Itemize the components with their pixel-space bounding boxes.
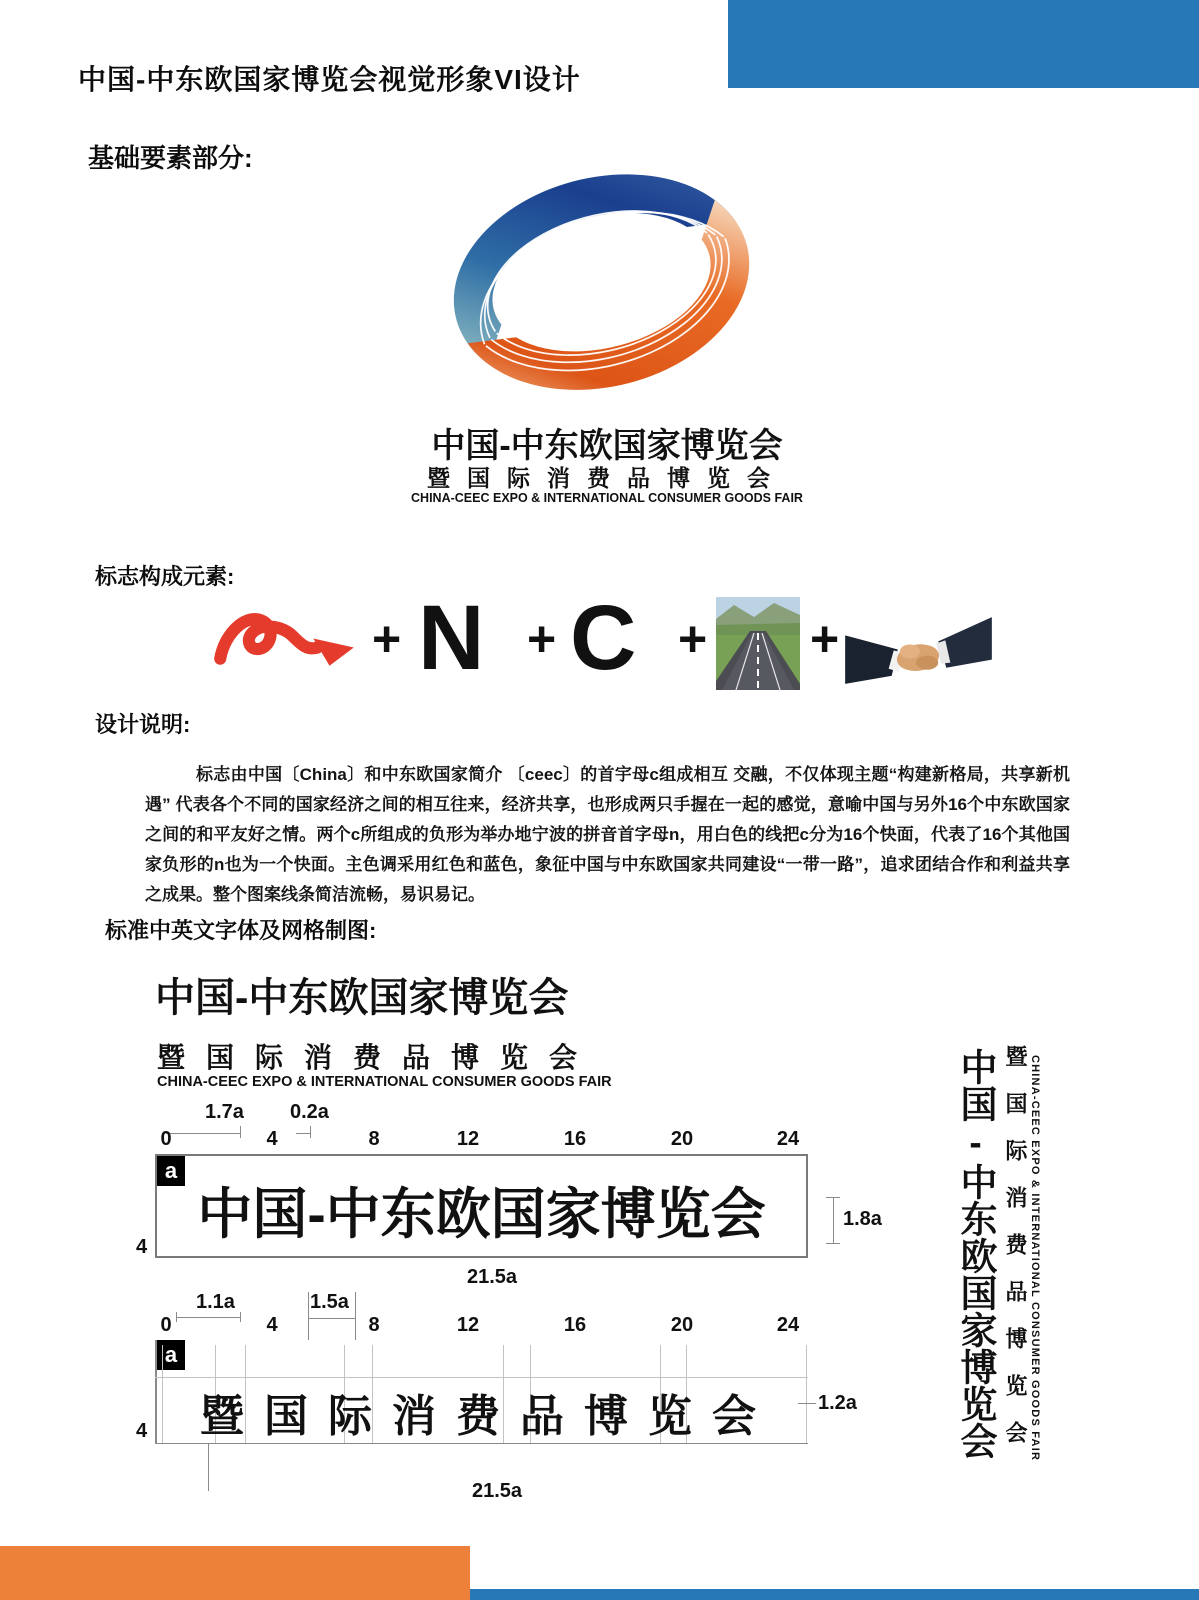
grid2-dim-a: 1.1a [196, 1291, 235, 1313]
ruler-tick: 12 [456, 1314, 480, 1336]
measure-line [798, 1403, 816, 1404]
grid2-height-dim: 1.2a [818, 1392, 857, 1414]
grid1-dim-b: 0.2a [290, 1101, 329, 1123]
grid2-capline [155, 1377, 808, 1378]
ruler-tick: 8 [368, 1314, 380, 1336]
measure-line [833, 1197, 834, 1243]
ruler-tick: 12 [456, 1128, 480, 1150]
measure-line [296, 1133, 310, 1134]
ribbon-icon [210, 600, 362, 686]
vertical-lockup-cn: 中国-中东欧国家博览会 [955, 1048, 996, 1459]
measure-tick [826, 1243, 840, 1244]
logo-en-name: CHINA-CEEC EXPO & INTERNATIONAL CONSUMER GOODS FAIR [411, 491, 803, 505]
wordmark-sub: 暨国际消费品博览会 [157, 1042, 599, 1073]
plus-sign: + [527, 611, 557, 667]
logo-sub-name: 暨国际消费品博览会 [427, 465, 787, 491]
measure-tick [310, 1126, 311, 1138]
section-elements-heading: 标志构成元素: [95, 564, 235, 589]
measure-line [308, 1292, 309, 1340]
grid1-width-dim: 21.5a [466, 1266, 518, 1288]
ruler-tick: 16 [563, 1314, 587, 1336]
section-typography-heading: 标准中英文字体及网格制图: [105, 918, 377, 943]
grid2-left-dim: 4 [136, 1420, 148, 1442]
section-basic-heading: 基础要素部分: [88, 143, 253, 173]
grid2-width-dim: 21.5a [471, 1480, 523, 1502]
bottom-right-blue-bar [455, 1589, 1199, 1600]
vertical-lockup-en: CHINA-CEEC EXPO & INTERNATIONAL CONSUMER GOODS FAIR [1029, 1055, 1041, 1462]
vertical-lockup-sub: 暨国际消费品博览会 [1003, 1045, 1028, 1468]
design-description-text: 标志由中国〔China〕和中东欧国家简介 〔ceec〕的首宇母c组成相互 交融，不仅体现主题“构建新格局，共享新机遇” 代表各个不同的国家经济之间的相互往来，经济共享，也形成两只手握在一起的感觉，意喻中国与另外16个中东欧国家之间的和平友好之情。两个c所组成的负形为举办地宁波的拼音首字母n，用白色的线把c分为16个快面，代表了16个其他国家负形的n也为一个快面。主色调采用红色和蓝色，象征中国与中东欧国家共同建设“一带一路”，追求团结合作和利益共享之成果。整个图案线条简洁流畅，易识易记。 [145, 765, 1070, 904]
page-title: 中国-中东欧国家博览会视觉形象VI设计 [78, 64, 581, 95]
ruler-tick: 4 [266, 1128, 278, 1150]
extension-line [208, 1443, 209, 1491]
ruler-tick: 20 [670, 1314, 694, 1336]
plus-sign: + [810, 611, 840, 667]
ruler-tick: 4 [266, 1314, 278, 1336]
plus-sign: + [372, 611, 402, 667]
measure-tick [240, 1312, 241, 1322]
gridline [162, 1345, 163, 1443]
grid1-wordmark: 中国-中东欧国家博览会 [197, 1183, 766, 1245]
handshake-photo [845, 605, 992, 691]
road-photo [716, 597, 800, 690]
measure-line [176, 1317, 240, 1318]
ruler-tick: 16 [563, 1128, 587, 1150]
gridline [806, 1345, 807, 1443]
measure-line [355, 1292, 356, 1340]
measure-line [308, 1318, 355, 1319]
logo-swirl-icon [428, 158, 776, 410]
measure-tick [240, 1126, 241, 1138]
letter-c: C [570, 587, 637, 689]
grid2-left-line [155, 1340, 157, 1443]
ruler-tick: 0 [160, 1314, 172, 1336]
grid1-left-dim: 4 [136, 1236, 148, 1258]
section-design-heading: 设计说明: [95, 712, 191, 737]
wordmark-en: CHINA-CEEC EXPO & INTERNATIONAL CONSUMER GOODS FAIR [157, 1074, 612, 1090]
bottom-left-orange-bar [0, 1546, 470, 1600]
plus-sign: + [678, 611, 708, 667]
grid2-unit-box: a [157, 1340, 185, 1370]
top-right-blue-banner [728, 0, 1199, 88]
ruler-tick: 20 [670, 1128, 694, 1150]
letter-n: N [418, 587, 485, 689]
grid1-dim-a: 1.7a [205, 1101, 244, 1123]
ruler-tick: 0 [160, 1128, 172, 1150]
measure-tick [176, 1312, 177, 1322]
grid1-unit-box: a [157, 1156, 185, 1186]
logo-cn-name: 中国-中东欧国家博览会 [431, 427, 783, 465]
ruler-tick: 8 [368, 1128, 380, 1150]
grid2-dim-b: 1.5a [310, 1291, 349, 1313]
measure-line [166, 1133, 240, 1134]
grid2-wordmark: 暨国际消费品博览会 [200, 1392, 776, 1441]
ruler-tick: 24 [776, 1128, 800, 1150]
ruler-tick: 24 [776, 1314, 800, 1336]
grid1-height-dim: 1.8a [843, 1208, 882, 1230]
wordmark-cn: 中国-中东欧国家博览会 [155, 976, 569, 1020]
